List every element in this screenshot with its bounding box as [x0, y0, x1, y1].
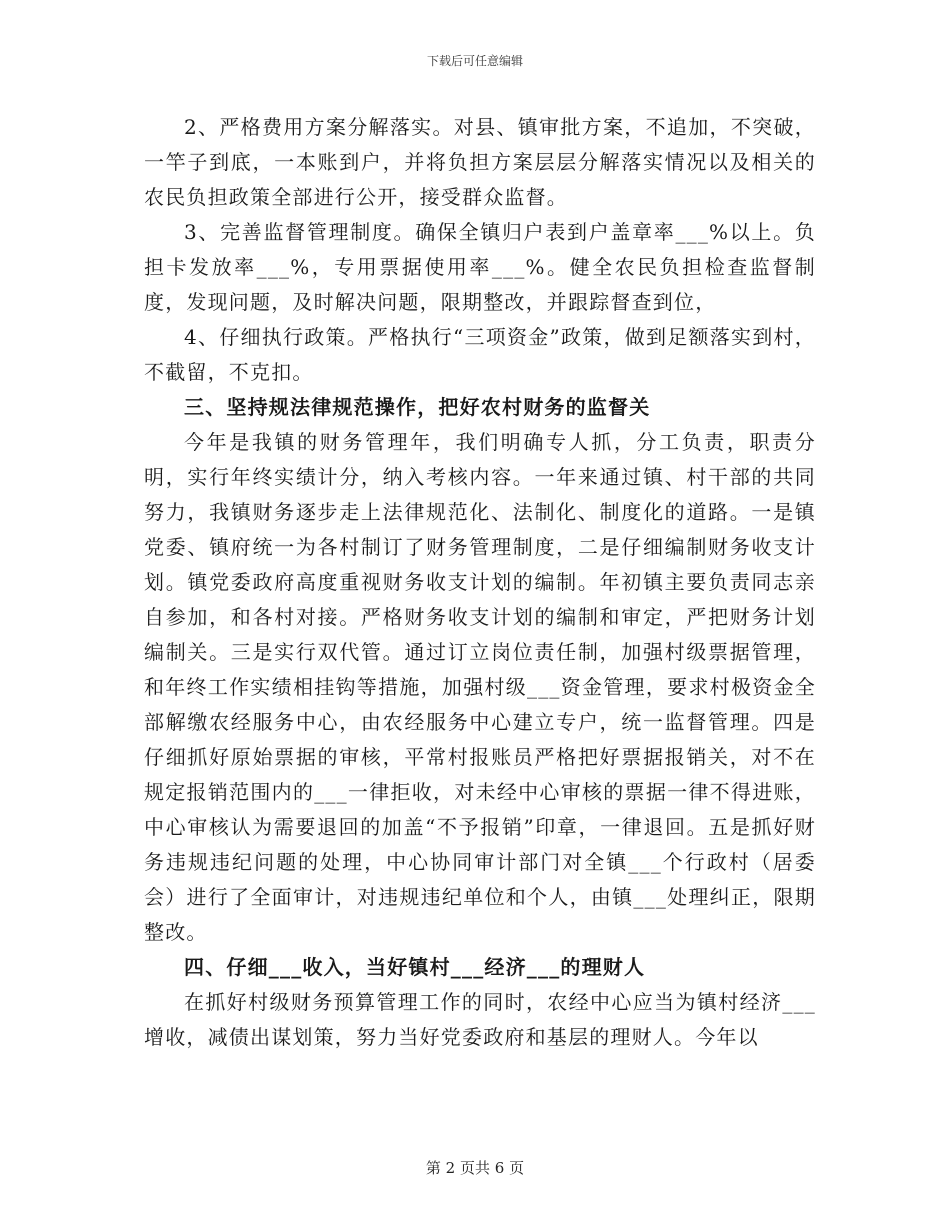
paragraph-item-3: 3、完善监督管理制度。确保全镇归户表到户盖章率___%以上。负担卡发放率___%，专用票据使用率___%。健全农民负担检查监督制度，发现问题，及时解决问题，限期整改，并跟踪督查到位， — [144, 220, 816, 314]
paragraph-item-4: 4、仔细执行政策。严格执行“三项资金”政策，做到足额落实到村，不截留，不克扣。 — [144, 325, 816, 384]
paragraph-item-2: 2、严格费用方案分解落实。对县、镇审批方案，不追加，不突破，一竿子到底，一本账到户，并将负担方案层层分解落实情况以及相关的农民负担政策全部进行公开，接受群众监督。 — [144, 115, 816, 209]
paragraph-income: 在抓好村级财务预算管理工作的同时，农经中心应当为镇村经济___增收，减债出谋划策，努力当好党委政府和基层的理财人。今年以 — [144, 990, 816, 1049]
page-header-note: 下载后可任意编辑 — [426, 54, 523, 68]
document-body — [144, 110, 816, 1055]
page-number: 第 2 页共 6 页 — [425, 1159, 525, 1177]
paragraph-finance-management: 今年是我镇的财务管理年，我们明确专人抓，分工负责，职责分明，实行年终实绩计分，纳入考核内容。一年来通过镇、村干部的共同努力，我镇财务逐步走上法律规范化、法制化、制度化的道路。一是镇党委、镇府统一为各村制订了财务管理制度，二是仔细编制财务收支计划。镇党委政府高度重视财务收支计划的编制。年初镇主要负责同志亲自参加，和各村对接。严格财务收支计划的编制和审定，严把财务计划编制关。三是实行双代管。通过订立岗位责任制，加强村级票据管理，和年终工作实绩相挂钩等措施，加强村级___资金管理，要求村极资金全部解缴农经服务中心，由农经服务中心建立专户，统一监督管理。四是仔细抓好原始票据的审核，平常村报账员严格把好票据报销关，对不在规定报销范围内的___一律拒收，对未经中心审核的票据一律不得进账，中心审核认为需要退回的加盖“不予报销”印章，一律退回。五是抓好财务违规违纪问题的处理，中心协同审计部门对全镇___个行政村（居委会）进行了全面审计，对违规违纪单位和个人，由镇___处理纠正，限期整改。 — [144, 430, 816, 944]
section-heading-3: 三、坚持规法律规范操作，把好农村财务的监督关 — [184, 395, 651, 419]
section-heading-4: 四、仔细___收入，当好镇村___经济___的理财人 — [184, 955, 646, 979]
